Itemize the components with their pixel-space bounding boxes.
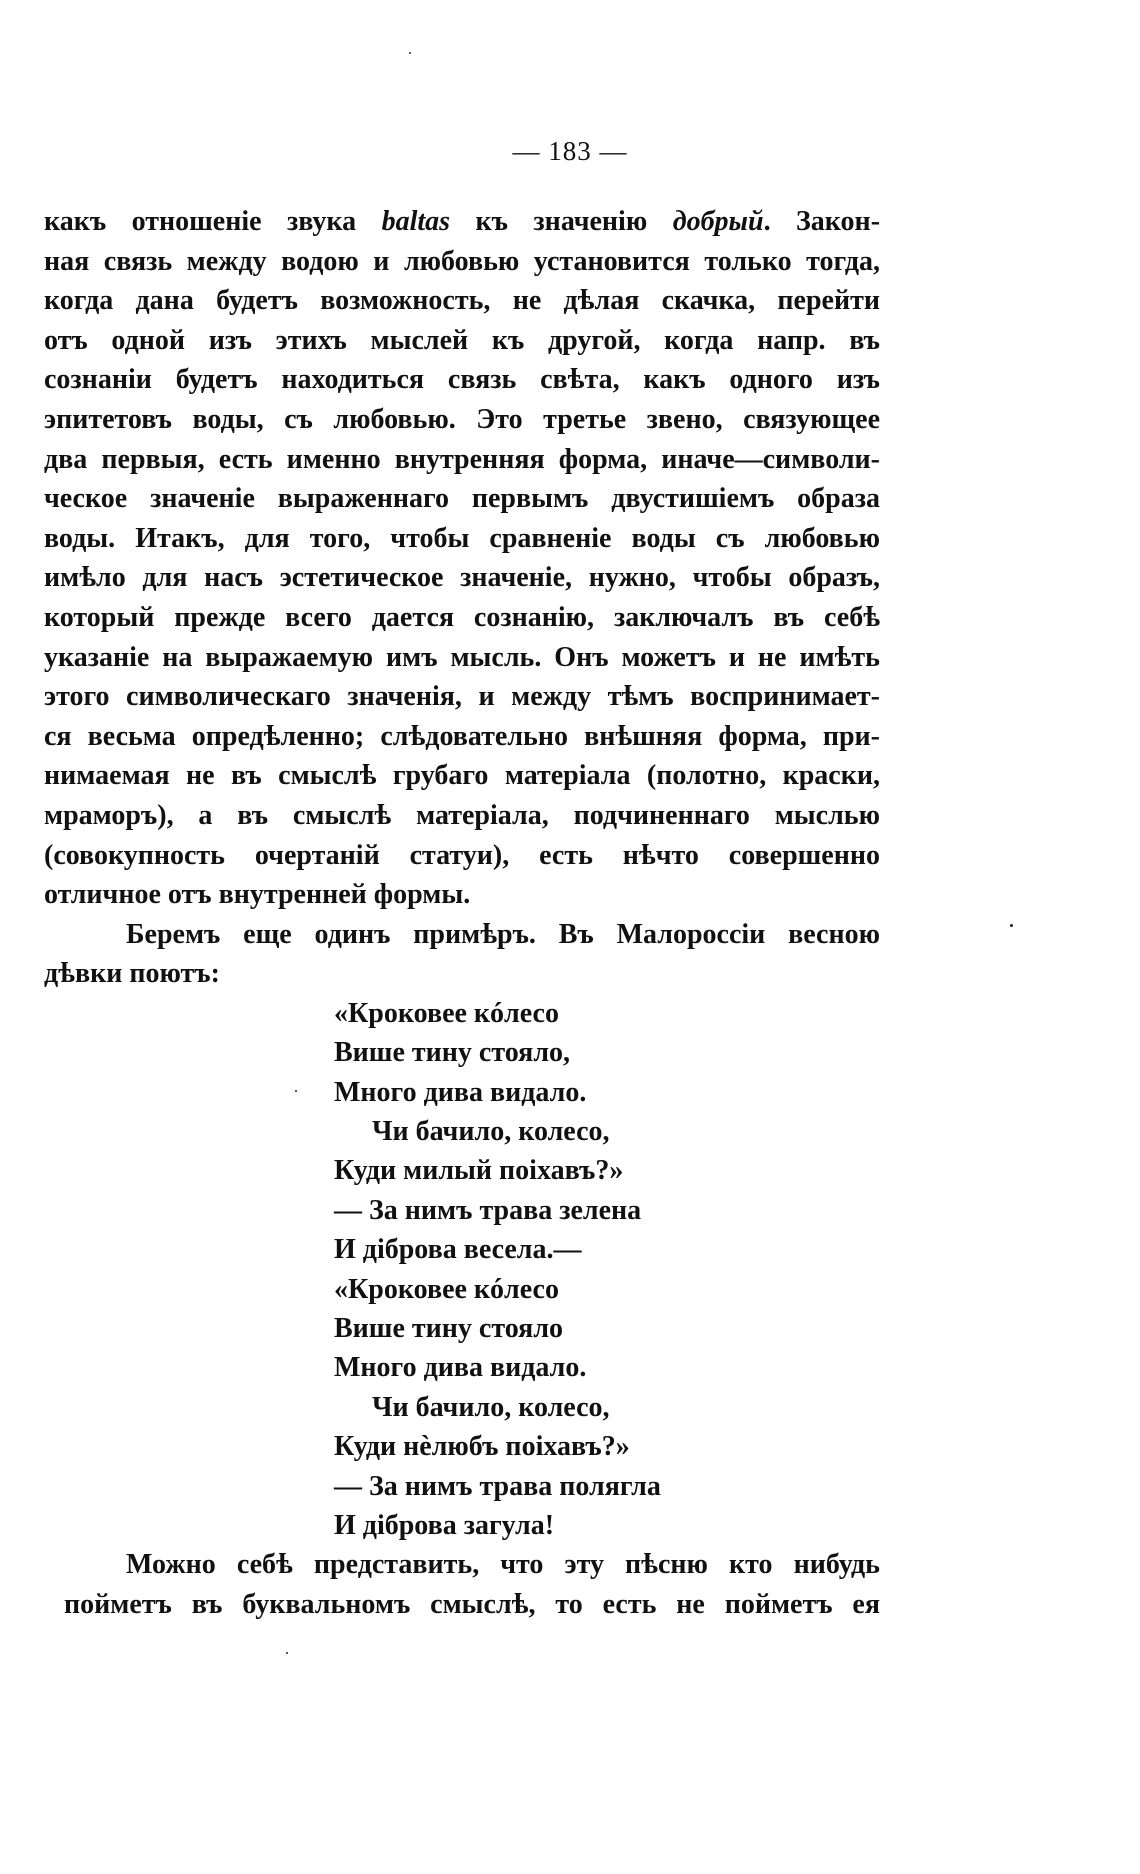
paragraph1-line: мраморъ), а въ смыслѣ матеріала, подчиненнаго мыслью	[44, 799, 880, 831]
poem-line: — За нимъ трава зелена	[334, 1194, 642, 1226]
page-number-text: — 183 —	[512, 136, 628, 166]
paragraph3-line: пойметъ въ буквальномъ смыслѣ, то есть не пойметъ ея	[64, 1588, 880, 1620]
poem-line: И діброва весела.—	[334, 1234, 582, 1266]
text-run: какъ отношеніе звука	[44, 206, 382, 237]
paragraph2-line: дѣвки поютъ:	[44, 958, 220, 990]
paragraph1-line: сознаніи будетъ находиться связь свѣта, какъ одного изъ	[44, 364, 880, 396]
text-run: къ значенію	[450, 206, 673, 237]
italic-word: baltas	[381, 206, 451, 237]
paragraph1-line-0	[44, 202, 880, 242]
paragraph1-line: имѣло для насъ эстетическое значеніе, нужно, чтобы образъ,	[44, 562, 880, 594]
paragraph1-line: ная связь между водою и любовью установится только тогда,	[44, 245, 880, 277]
paragraph2-line: Беремъ еще одинъ примѣръ. Въ Малороссіи весною	[126, 918, 880, 950]
paragraph1-line: отличное отъ внутренней формы.	[44, 879, 471, 911]
paragraph1-line: указаніе на выражаемую имъ мысль. Онъ можетъ и не имѣть	[44, 641, 880, 673]
page-number	[0, 136, 1140, 167]
poem-line: Куди милый поіхавъ?»	[334, 1155, 624, 1187]
poem-line: — За нимъ трава полягла	[334, 1470, 661, 1502]
paragraph1-line: (совокупность очертаній статуи), есть нѣчто совершенно	[44, 839, 880, 871]
poem-line: Чи бачило, колесо,	[372, 1391, 610, 1423]
paragraph1-line: который прежде всего дается сознанію, заключалъ въ себѣ	[44, 601, 880, 633]
paragraph1-line: ся весьма опредѣленно; слѣдовательно внѣшняя форма, при-	[44, 720, 880, 752]
poem-line: Више тину стояло,	[334, 1037, 571, 1069]
paragraph3-line: Можно себѣ представить, что эту пѣсню кто нибудь	[126, 1549, 880, 1581]
paragraph1-line: нимаемая не въ смыслѣ грубаго матеріала (полотно, краски,	[44, 760, 880, 792]
poem-line: Много дива видало.	[334, 1352, 587, 1384]
poem-line: «Кроковее кóлесо	[334, 997, 559, 1029]
paragraph1-line: эпитетовъ воды, съ любовью. Это третье звено, связующее	[44, 403, 880, 435]
scan-speck	[295, 1090, 297, 1092]
scan-speck	[286, 1652, 288, 1654]
poem-line: Куди нѐлюбъ поіхавъ?»	[334, 1431, 630, 1463]
poem-block	[44, 994, 880, 1545]
poem-line: И діброва загула!	[334, 1509, 555, 1541]
paragraph1-line: воды. Итакъ, для того, чтобы сравненіе воды съ любовью	[44, 522, 880, 554]
paragraph1-line: ческое значеніе выраженнаго первымъ двустишіемъ образа	[44, 483, 880, 515]
text-run: . Закон-	[763, 206, 881, 237]
paragraph1-line: два первыя, есть именно внутренняя форма, иначе—символи-	[44, 443, 880, 475]
paragraph1-line: этого символическаго значенія, и между тѣмъ воспринимает-	[44, 681, 880, 713]
poem-line: Много дива видало.	[334, 1076, 587, 1108]
paragraph1-line: отъ одной изъ этихъ мыслей къ другой, когда напр. въ	[44, 324, 880, 356]
body-text	[44, 202, 880, 1625]
poem-line: Чи бачило, колесо,	[372, 1116, 610, 1148]
scan-speck	[409, 52, 411, 54]
paragraph1-line: когда дана будетъ возможность, не дѣлая скачка, перейти	[44, 285, 880, 317]
poem-line: Више тину стояло	[334, 1313, 564, 1344]
italic-word: добрый	[672, 206, 764, 237]
scan-speck	[1010, 924, 1013, 927]
poem-line: «Кроковее кóлесо	[334, 1273, 559, 1305]
